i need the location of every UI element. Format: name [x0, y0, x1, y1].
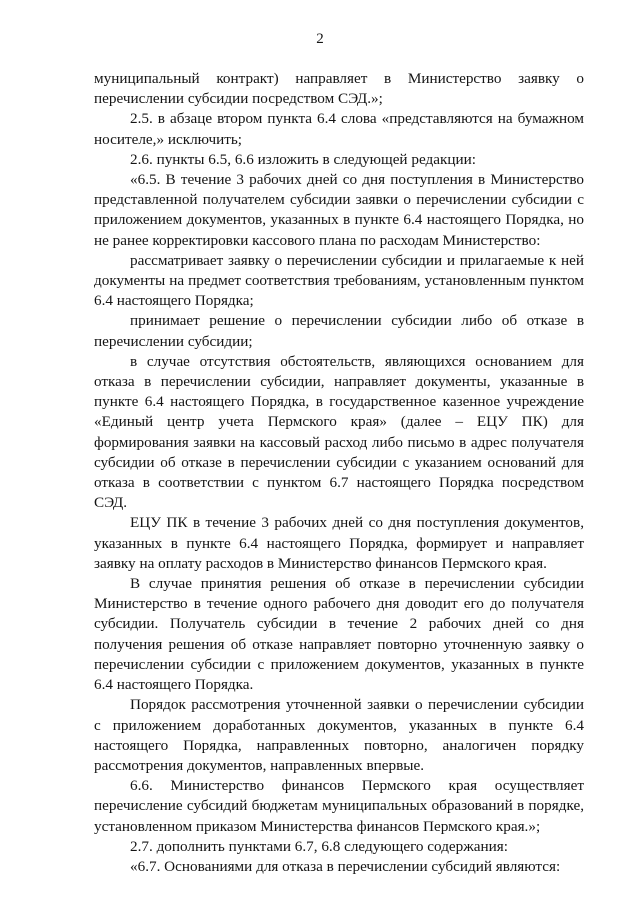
paragraph-refusal: В случае принятия решения об отказе в перечислении субсидии Министерство в течение одного рабочего дня доводит его до получателя субсидии. Получатель субсидии в течение 2 рабочих дней со дня получения решения об отказе направляет повторно уточненную заявку о перечислении субсидии с приложением документов, указанных в пункте 6.4 настоящего Порядка. — [94, 575, 584, 694]
paragraph-ecu-pk: ЕЦУ ПК в течение 3 рабочих дней со дня поступления документов, указанных в пункте 6.4 настоящего Порядка, формирует и направляет заявку на оплату расходов в Министерство финансов Пермского края. — [94, 514, 584, 572]
document-body — [94, 69, 584, 877]
paragraph-item-2-6: 2.6. пункты 6.5, 6.6 изложить в следующей редакции: — [130, 150, 476, 168]
paragraph-item-2-7: 2.7. дополнить пунктами 6.7, 6.8 следующего содержания: — [130, 837, 508, 855]
paragraph-review-request: рассматривает заявку о перечислении субсидии и прилагаемые к ней документы на предмет соответствия требованиям, установленным пунктом 6.4 настоящего Порядка; — [94, 251, 584, 310]
page-number: 2 — [316, 31, 324, 47]
paragraph-continuation: муниципальный контракт) направляет в Министерство заявку о перечислении субсидии посредством СЭД.»; — [94, 70, 584, 108]
paragraph-clause-6-6: 6.6. Министерство финансов Пермского края осуществляет перечисление субсидий бюджетам муниципальных образований в порядке, установленном приказом Министерства финансов Пермского края.»; — [94, 777, 584, 835]
paragraph-no-grounds: в случае отсутствия обстоятельств, являющихся основанием для отказа в перечислении субсидии, направляет документы, указанные в пункте 6.4 настоящего Порядка, в государственное казенное учреждение «Единый центр учета Пермского края» (далее – ЕЦУ ПК) для формирования заявки на кассовый расход либо письмо в адрес получателя субсидии об отказе в перечислении субсидии с указанием оснований для отказа в соответствии с пунктом 6.7 настоящего Порядка посредством СЭД. — [94, 352, 584, 512]
paragraph-clause-6-7: «6.7. Основаниями для отказа в перечислении субсидий являются: — [130, 857, 561, 875]
paragraph-item-2-5: 2.5. в абзаце втором пункта 6.4 слова «представляются на бумажном носителе,» исключить; — [94, 110, 584, 148]
paragraph-clause-6-5: «6.5. В течение 3 рабочих дней со дня поступления в Министерство представленной получателем субсидии заявки о перечислении субсидии с приложением документов, указанных в пункте 6.4 настоящего Порядка, но не ранее корректировки кассового плана по расходам Министерство: — [94, 171, 584, 249]
paragraph-review-order: Порядок рассмотрения уточненной заявки о перечислении субсидии с приложением доработанных документов, указанных в пункте 6.4 настоящего Порядка, направленных повторно, аналогичен порядку рассмотрения документов, направленных впервые. — [94, 696, 584, 774]
paragraph-decision: принимает решение о перечислении субсидии либо об отказе в перечислении субсидии; — [94, 312, 584, 350]
